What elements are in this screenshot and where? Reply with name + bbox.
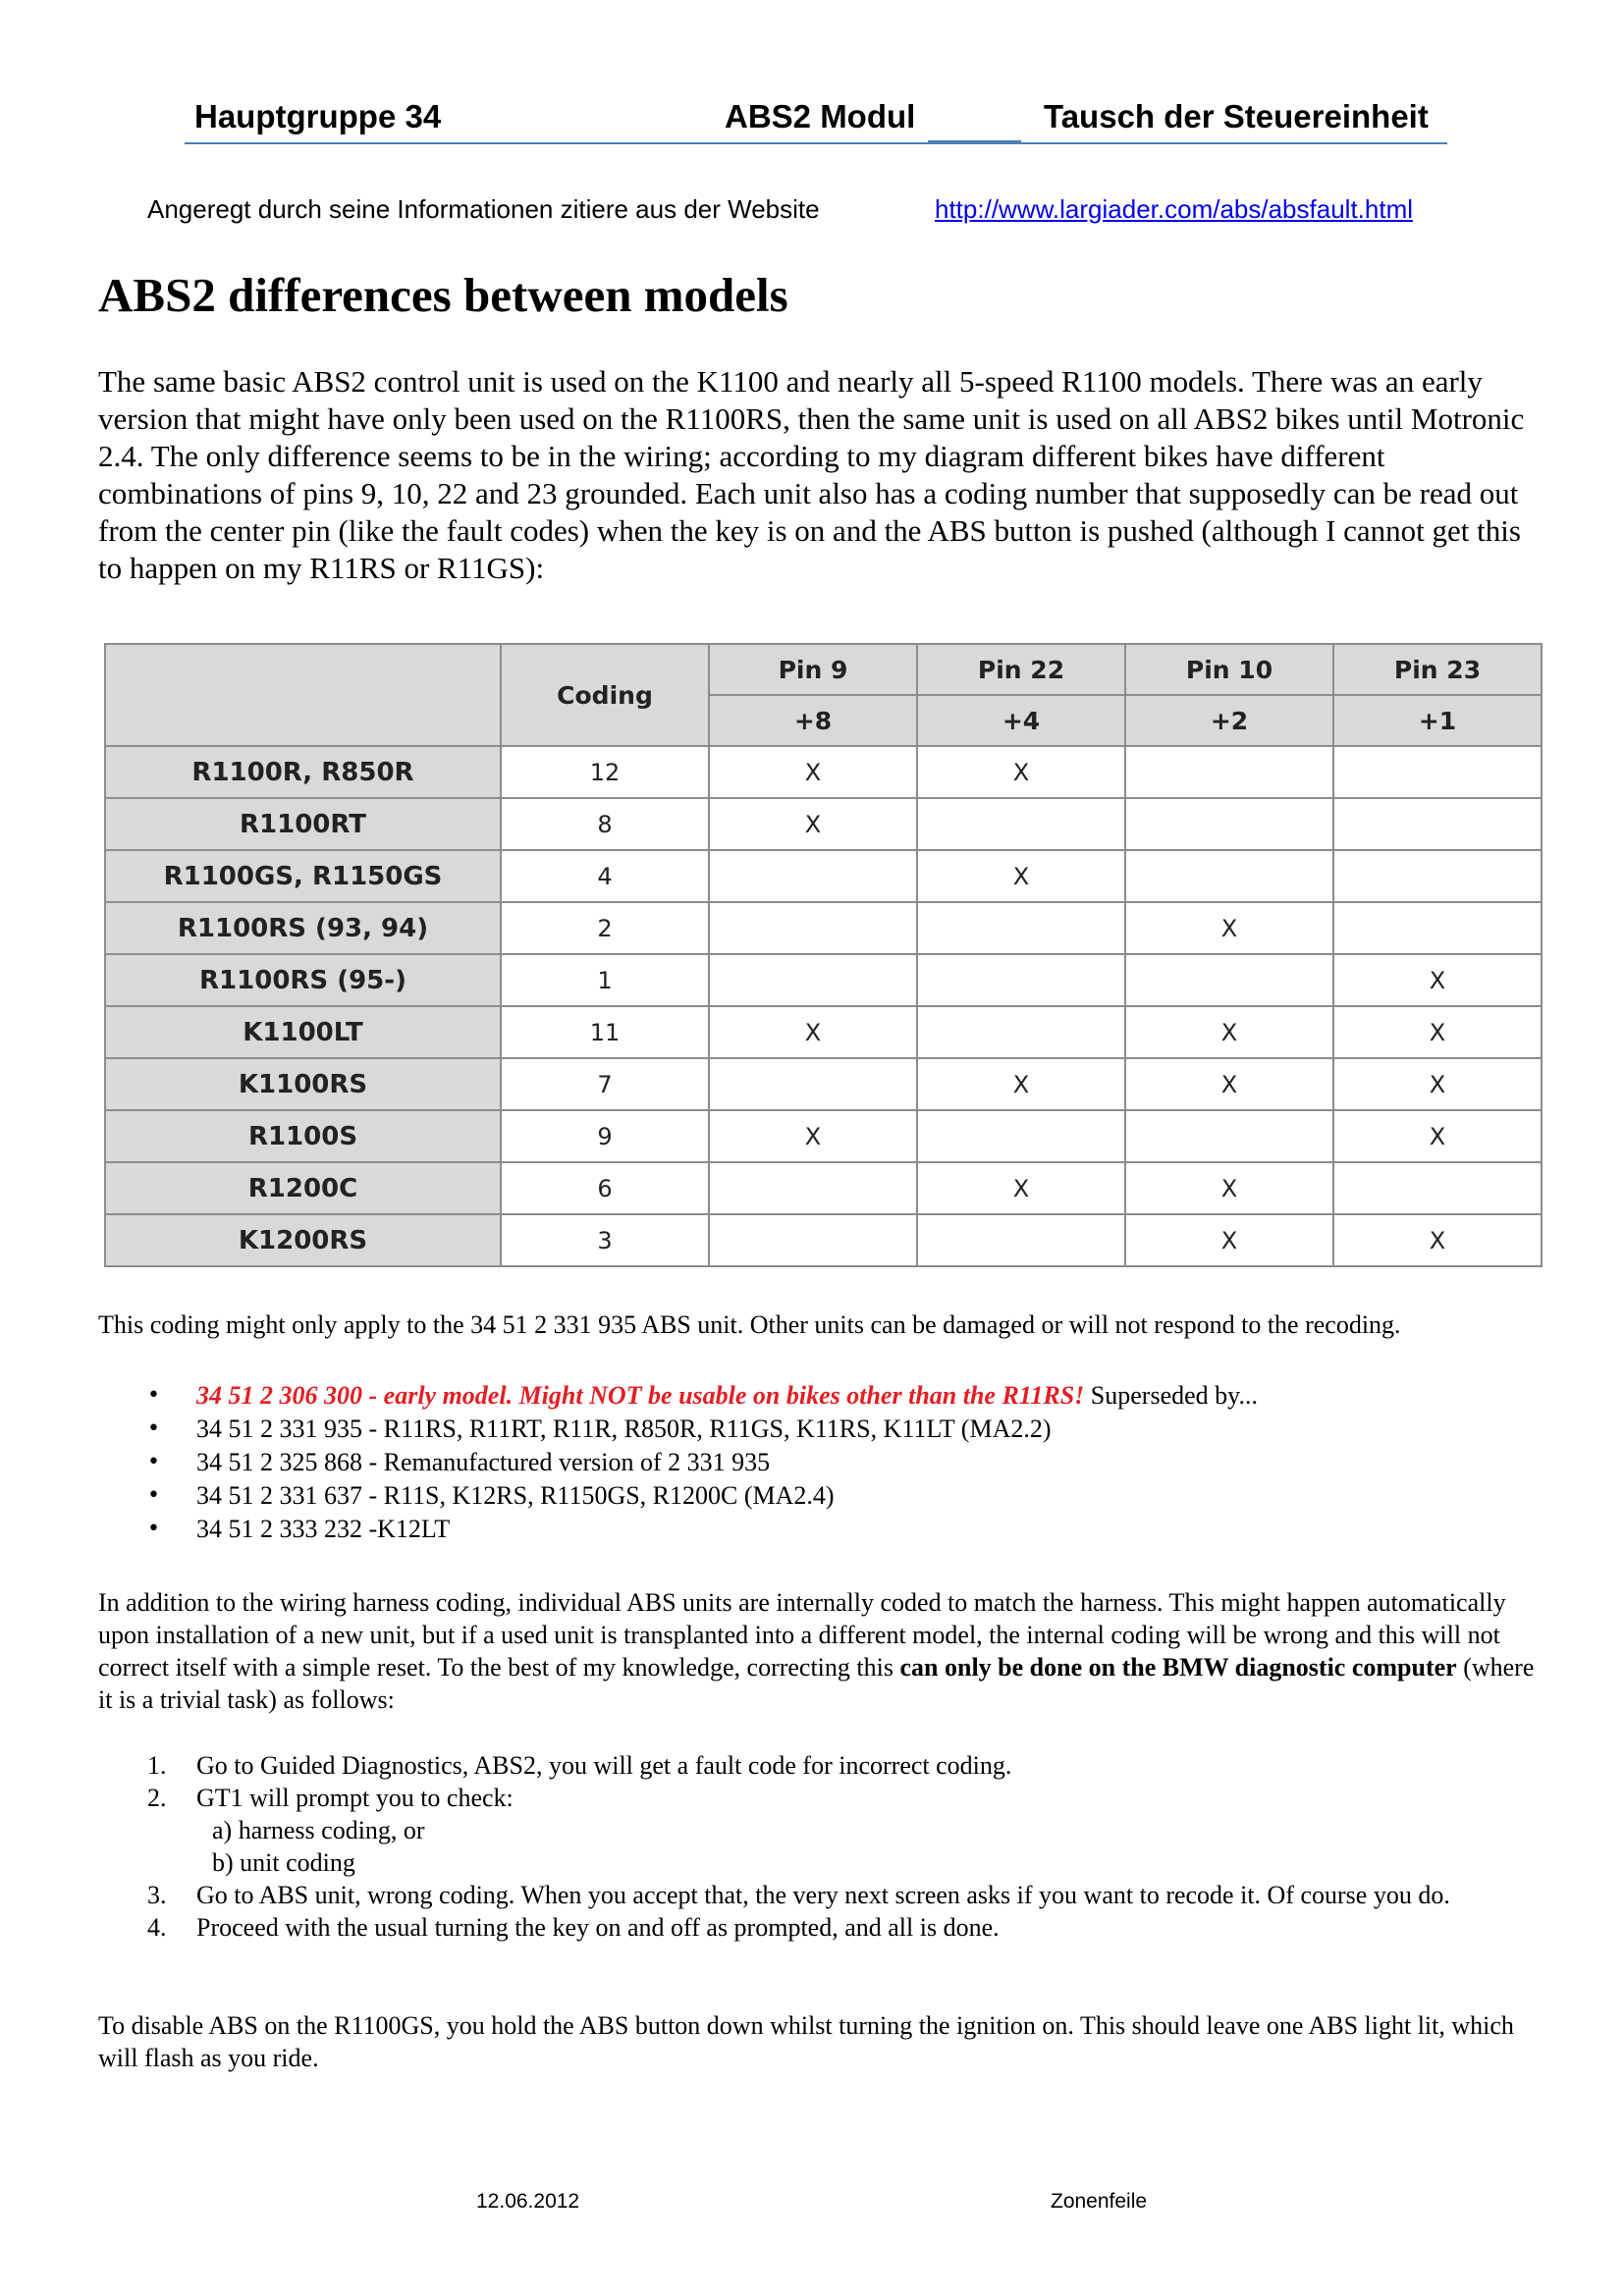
pin9-cell: X bbox=[709, 1110, 917, 1162]
recoding-paragraph bbox=[98, 1586, 1551, 1716]
pin10-cell bbox=[1125, 746, 1333, 798]
model-cell: R1100RS (93, 94) bbox=[105, 902, 501, 954]
pin-header: Pin 10 bbox=[1125, 644, 1333, 695]
warning-text: 34 51 2 306 300 - early model. Might NOT be usable on bikes other than the R11RS! bbox=[196, 1381, 1085, 1410]
pin23-cell bbox=[1333, 1162, 1542, 1214]
pin-weight: +4 bbox=[917, 695, 1125, 746]
model-cell: R1100RT bbox=[105, 798, 501, 850]
table-row bbox=[105, 1110, 1542, 1162]
header-rule-accent bbox=[928, 140, 1021, 144]
table-corner-cell bbox=[105, 644, 501, 746]
pin9-cell bbox=[709, 1058, 917, 1110]
pin9-cell: X bbox=[709, 746, 917, 798]
coding-cell: 12 bbox=[501, 746, 709, 798]
list-item bbox=[98, 1479, 1258, 1513]
header-group: Hauptgruppe 34 bbox=[194, 98, 442, 134]
pin9-cell bbox=[709, 902, 917, 954]
unit-text: 34 51 2 333 232 -K12LT bbox=[196, 1515, 451, 1543]
pin22-cell bbox=[917, 902, 1125, 954]
coding-table bbox=[104, 643, 1543, 1267]
model-cell: R1200C bbox=[105, 1162, 501, 1214]
pin22-cell: X bbox=[917, 1058, 1125, 1110]
list-item bbox=[98, 1446, 1258, 1479]
model-cell: R1100RS (95-) bbox=[105, 954, 501, 1006]
step-number: 4. bbox=[147, 1913, 167, 1942]
header-rule bbox=[185, 142, 1447, 144]
pin22-cell: X bbox=[917, 746, 1125, 798]
coding-cell: 6 bbox=[501, 1162, 709, 1214]
pin-header: Pin 23 bbox=[1333, 644, 1542, 695]
pin-header: Pin 22 bbox=[917, 644, 1125, 695]
coding-cell: 1 bbox=[501, 954, 709, 1006]
pin10-cell bbox=[1125, 850, 1333, 902]
coding-cell: 8 bbox=[501, 798, 709, 850]
pin22-cell bbox=[917, 1214, 1125, 1266]
unit-text: Superseded by... bbox=[1084, 1381, 1258, 1410]
step-item bbox=[98, 1879, 1551, 1911]
pin9-cell bbox=[709, 1162, 917, 1214]
unit-list bbox=[98, 1379, 1258, 1546]
table-row bbox=[105, 1162, 1542, 1214]
coding-cell: 11 bbox=[501, 1006, 709, 1058]
header-task: Tausch der Steuereinheit bbox=[1044, 98, 1429, 134]
step-text: Proceed with the usual turning the key on and off as prompted, and all is done. bbox=[196, 1913, 1000, 1942]
step-item bbox=[98, 1911, 1551, 1944]
list-item bbox=[98, 1413, 1258, 1446]
step-text: GT1 will prompt you to check: bbox=[196, 1784, 514, 1812]
pin10-cell bbox=[1125, 798, 1333, 850]
step-item bbox=[98, 1749, 1551, 1782]
pin10-cell: X bbox=[1125, 1058, 1333, 1110]
pin22-cell: X bbox=[917, 1162, 1125, 1214]
unit-text: 34 51 2 331 935 - R11RS, R11RT, R11R, R850R, R11GS, K11RS, K11LT (MA2.2) bbox=[196, 1415, 1052, 1443]
step-number: 1. bbox=[147, 1751, 167, 1780]
unit-text: 34 51 2 331 637 - R11S, K12RS, R1150GS, R1200C (MA2.4) bbox=[196, 1481, 835, 1510]
table-row bbox=[105, 902, 1542, 954]
pin10-cell: X bbox=[1125, 1162, 1333, 1214]
table-row bbox=[105, 1058, 1542, 1110]
step-subitem: b) unit coding bbox=[212, 1848, 355, 1877]
coding-note: This coding might only apply to the 34 51 2 331 935 ABS unit. Other units can be damaged or will not respond to the recoding. bbox=[98, 1310, 1401, 1339]
intro-text: Angeregt durch seine Informationen zitiere aus der Website bbox=[147, 194, 820, 224]
table-row bbox=[105, 798, 1542, 850]
pin22-cell: X bbox=[917, 850, 1125, 902]
step-item bbox=[98, 1782, 1551, 1879]
pin9-cell: X bbox=[709, 798, 917, 850]
list-item bbox=[98, 1379, 1258, 1413]
table-row bbox=[105, 1214, 1542, 1266]
pin9-cell bbox=[709, 1214, 917, 1266]
steps-list bbox=[98, 1749, 1551, 1944]
table-row bbox=[105, 1006, 1542, 1058]
coding-cell: 2 bbox=[501, 902, 709, 954]
step-number: 3. bbox=[147, 1881, 167, 1909]
coding-cell: 7 bbox=[501, 1058, 709, 1110]
step-text: Go to ABS unit, wrong coding. When you accept that, the very next screen asks if you want to recode it. Of course you do. bbox=[196, 1881, 1450, 1909]
pin10-cell: X bbox=[1125, 1214, 1333, 1266]
pin23-cell: X bbox=[1333, 954, 1542, 1006]
pin10-cell bbox=[1125, 954, 1333, 1006]
pin22-cell bbox=[917, 1006, 1125, 1058]
table-row bbox=[105, 746, 1542, 798]
recoding-text-end: (where it is a trivial task) as follows: bbox=[98, 1653, 1535, 1714]
pin22-cell bbox=[917, 1110, 1125, 1162]
pin-weight: +2 bbox=[1125, 695, 1333, 746]
pin23-cell bbox=[1333, 850, 1542, 902]
model-cell: R1100GS, R1150GS bbox=[105, 850, 501, 902]
pin-weight: +1 bbox=[1333, 695, 1542, 746]
pin-header: Pin 9 bbox=[709, 644, 917, 695]
recoding-emphasis: can only be done on the BMW diagnostic computer bbox=[899, 1653, 1457, 1682]
pin23-cell: X bbox=[1333, 1006, 1542, 1058]
source-link[interactable]: http://www.largiader.com/abs/absfault.html bbox=[935, 194, 1414, 224]
pin9-cell bbox=[709, 954, 917, 1006]
model-cell: R1100S bbox=[105, 1110, 501, 1162]
coding-header: Coding bbox=[501, 644, 709, 746]
table-row bbox=[105, 954, 1542, 1006]
model-cell: R1100R, R850R bbox=[105, 746, 501, 798]
coding-cell: 9 bbox=[501, 1110, 709, 1162]
disable-abs-paragraph: To disable ABS on the R1100GS, you hold the ABS button down whilst turning the ignition on. This should leave one ABS light lit, which will flash as you ride. bbox=[98, 2011, 1514, 2072]
recoding-text: In addition to the wiring harness coding, individual ABS units are internally coded to match the harness. This might happen automatically upon installation of a new unit, but if a used unit is transplanted into a different model, the internal coding will be wrong and this will not correct itself with a simple reset. To the best of my knowledge, correcting this bbox=[98, 1588, 1506, 1682]
pin10-cell bbox=[1125, 1110, 1333, 1162]
pin22-cell bbox=[917, 954, 1125, 1006]
pin10-cell: X bbox=[1125, 902, 1333, 954]
footer-author: Zonenfeile bbox=[1051, 2190, 1148, 2213]
model-cell: K1100RS bbox=[105, 1058, 501, 1110]
coding-cell: 4 bbox=[501, 850, 709, 902]
pin10-cell: X bbox=[1125, 1006, 1333, 1058]
intro-paragraph: The same basic ABS2 control unit is used on the K1100 and nearly all 5-speed R1100 models. There was an early version that might have only been used on the R1100RS, then the same unit is used on all ABS2 bikes until Motronic 2.4. The only difference seems to be in the wiring; according to my diagram different bikes have different combinations of pins 9, 10, 22 and 23 grounded. Each unit also has a coding number that supposedly can be read out from the center pin (like the fault codes) when the key is on and the ABS button is pushed (although I cannot get this to happen on my R11RS or R11GS): bbox=[98, 364, 1525, 585]
pin9-cell bbox=[709, 850, 917, 902]
unit-text: 34 51 2 325 868 - Remanufactured version of 2 331 935 bbox=[196, 1448, 771, 1476]
pin-weight: +8 bbox=[709, 695, 917, 746]
pin23-cell: X bbox=[1333, 1058, 1542, 1110]
pin9-cell: X bbox=[709, 1006, 917, 1058]
pin23-cell bbox=[1333, 746, 1542, 798]
table-row bbox=[105, 850, 1542, 902]
page-title: ABS2 differences between models bbox=[98, 268, 788, 322]
pin23-cell bbox=[1333, 902, 1542, 954]
model-cell: K1200RS bbox=[105, 1214, 501, 1266]
step-text: Go to Guided Diagnostics, ABS2, you will get a fault code for incorrect coding. bbox=[196, 1751, 1012, 1780]
pin23-cell: X bbox=[1333, 1110, 1542, 1162]
pin23-cell: X bbox=[1333, 1214, 1542, 1266]
step-number: 2. bbox=[147, 1784, 167, 1812]
pin22-cell bbox=[917, 798, 1125, 850]
coding-cell: 3 bbox=[501, 1214, 709, 1266]
footer-date: 12.06.2012 bbox=[476, 2190, 580, 2213]
model-cell: K1100LT bbox=[105, 1006, 501, 1058]
pin23-cell bbox=[1333, 798, 1542, 850]
list-item bbox=[98, 1513, 1258, 1546]
step-subitem: a) harness coding, or bbox=[212, 1816, 425, 1844]
header-module: ABS2 Modul bbox=[725, 98, 916, 134]
